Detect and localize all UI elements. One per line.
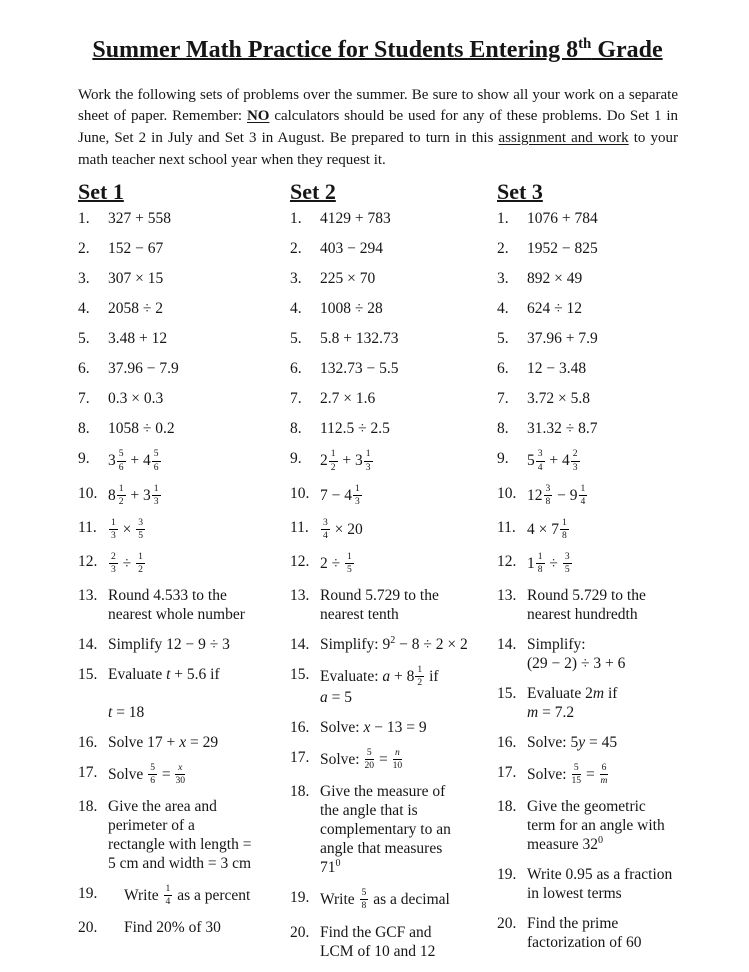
set-column-1 bbox=[78, 179, 290, 971]
problem-text: Solve: x − 13 = 9 bbox=[320, 719, 427, 737]
fraction: $\frac{1}{3}$ bbox=[355, 482, 360, 507]
problem-number: 20. bbox=[78, 919, 98, 937]
problem-item bbox=[290, 484, 491, 507]
problem-item bbox=[497, 763, 715, 786]
problem-item bbox=[497, 684, 715, 722]
fraction: $\frac{2}{3}$ bbox=[572, 448, 578, 473]
fraction: $\frac{1}{8}$ bbox=[562, 516, 567, 541]
problem-number: 2. bbox=[78, 240, 90, 258]
problem-number: 10. bbox=[78, 484, 98, 502]
problem-text: Simplify: (29 − 2) ÷ 3 + 6 bbox=[527, 636, 626, 673]
problem-item bbox=[290, 269, 491, 288]
problem-number: 16. bbox=[290, 719, 310, 737]
problem-text: 225 × 70 bbox=[320, 270, 376, 288]
problem-text: 307 × 15 bbox=[108, 270, 164, 288]
problem-text: 1058 ÷ 0.2 bbox=[108, 420, 175, 438]
problem-text: 4129 + 783 bbox=[320, 210, 391, 228]
problem-number: 15. bbox=[290, 666, 310, 684]
problem-text: 31.32 ÷ 8.7 bbox=[527, 420, 598, 438]
problem-text: Write $\frac{1}{4}$ as a percent bbox=[124, 883, 251, 908]
problem-item bbox=[497, 914, 715, 952]
problem-text: 0.3 × 0.3 bbox=[108, 390, 164, 408]
problem-text: 12 $\frac{3}{8}$ − 9 $\frac{1}{4}$ bbox=[527, 484, 715, 507]
problem-text: Evaluate 2m if m = 7.2 bbox=[527, 685, 618, 722]
problem-number: 12. bbox=[497, 552, 517, 570]
problem-item bbox=[290, 209, 491, 228]
problem-number: 18. bbox=[497, 798, 517, 816]
problem-item bbox=[78, 299, 284, 318]
problem-text: Give the area and perimeter of a rectangle with length = 5 cm and width = 3 cm bbox=[108, 798, 252, 873]
problem-text: Solve: $\frac{5}{15}$ = $\frac{6}{m}$ bbox=[527, 762, 608, 787]
problem-item bbox=[497, 586, 715, 624]
fraction: $\frac{n}{10}$ bbox=[392, 747, 403, 772]
problem-item bbox=[78, 665, 284, 722]
fraction: $\frac{1}{5}$ bbox=[347, 550, 352, 576]
problem-number: 2. bbox=[497, 240, 509, 258]
problem-number: 9. bbox=[78, 450, 90, 468]
problem-number: 15. bbox=[78, 666, 98, 684]
problem-text: 403 − 294 bbox=[320, 240, 383, 258]
fraction: $\frac{1}{4}$ bbox=[580, 482, 586, 507]
problem-text: 4 × 7 $\frac{1}{8}$ bbox=[527, 518, 715, 541]
problem-text: Give the measure of the angle that is complementary to an angle that measures $71^0$ bbox=[320, 783, 451, 877]
problem-item bbox=[497, 552, 715, 575]
problem-item bbox=[497, 484, 715, 507]
problem-number: 4. bbox=[497, 300, 509, 318]
problem-number: 8. bbox=[78, 420, 90, 438]
problem-number: 14. bbox=[78, 636, 98, 654]
problem-item bbox=[78, 763, 284, 786]
problem-text: 2058 ÷ 2 bbox=[108, 300, 164, 318]
problem-number: 4. bbox=[290, 300, 302, 318]
problem-item bbox=[78, 918, 284, 937]
problem-number: 1. bbox=[497, 210, 509, 228]
problem-text: $\frac{1}{3}$ × $\frac{3}{5}$ bbox=[108, 518, 284, 541]
problem-text: Simplify: $9^2 - 8 \div 2 \times 2$ bbox=[320, 634, 468, 654]
fraction: $\frac{5}{6}$ bbox=[150, 762, 155, 787]
problem-number: 20. bbox=[290, 923, 310, 941]
fraction: $\frac{5}{20}$ bbox=[364, 747, 375, 772]
fraction: $\frac{3}{4}$ bbox=[323, 516, 328, 541]
problem-item bbox=[78, 389, 284, 408]
problem-item bbox=[497, 797, 715, 854]
problem-item bbox=[497, 359, 715, 378]
problem-text: Round 5.729 to the nearest hundredth bbox=[527, 587, 646, 624]
fraction: $\frac{1}{2}$ bbox=[118, 482, 124, 507]
problem-text: Evaluate t + 5.6 if t = 18 bbox=[108, 666, 220, 722]
problem-text: Round 4.533 to the nearest whole number bbox=[108, 587, 245, 624]
problem-number: 17. bbox=[78, 764, 98, 782]
problem-number: 10. bbox=[290, 484, 310, 502]
problem-text: 152 − 67 bbox=[108, 240, 164, 258]
problem-item bbox=[290, 329, 491, 348]
problem-text: 1952 − 825 bbox=[527, 240, 598, 258]
problem-number: 10. bbox=[497, 484, 517, 502]
problem-item bbox=[497, 269, 715, 288]
problem-number: 19. bbox=[497, 866, 517, 884]
problem-number: 5. bbox=[78, 330, 90, 348]
problem-number: 12. bbox=[290, 552, 310, 570]
problem-text: 624 ÷ 12 bbox=[527, 300, 583, 318]
page-title bbox=[54, 36, 701, 65]
problem-text: 5.8 + 132.73 bbox=[320, 330, 399, 348]
problem-item bbox=[78, 329, 284, 348]
problem-item bbox=[497, 209, 715, 228]
problem-item bbox=[78, 552, 284, 575]
fraction: $\frac{1}{8}$ bbox=[537, 550, 543, 576]
problem-text: 7 − 4 $\frac{1}{3}$ bbox=[320, 484, 491, 507]
problem-number: 6. bbox=[290, 360, 302, 378]
problem-text: Solve: $\frac{5}{20}$ = $\frac{n}{10}$ bbox=[320, 747, 403, 772]
problem-item bbox=[290, 586, 491, 624]
problem-item bbox=[497, 239, 715, 258]
problem-number: 3. bbox=[497, 270, 509, 288]
problem-text: Evaluate: a + 8 $\frac{1}{2}$ if a = 5 bbox=[320, 664, 439, 707]
problem-item bbox=[290, 419, 491, 438]
problem-text: 37.96 − 7.9 bbox=[108, 360, 179, 378]
fraction: $\frac{1}{2}$ bbox=[138, 550, 143, 576]
problem-item bbox=[497, 419, 715, 438]
fraction: $\frac{2}{3}$ bbox=[111, 550, 116, 576]
problem-number: 13. bbox=[290, 587, 310, 605]
problem-text: 892 × 49 bbox=[527, 270, 583, 288]
problem-item bbox=[290, 888, 491, 911]
problem-item bbox=[78, 269, 284, 288]
problem-number: 5. bbox=[290, 330, 302, 348]
problem-item bbox=[497, 865, 715, 903]
problem-item bbox=[290, 518, 491, 541]
problem-number: 5. bbox=[497, 330, 509, 348]
problem-number: 4. bbox=[78, 300, 90, 318]
problem-item bbox=[497, 635, 715, 673]
problem-item bbox=[78, 239, 284, 258]
problem-item bbox=[78, 419, 284, 438]
problem-item bbox=[497, 449, 715, 472]
intro-paragraph: Work the following sets of problems over the summer. Be sure to show all your work on a separate sheet of paper. Remember: NO calculators should be used for any of these problems. Do Set 1 in June, Set 2 in July and Set 3 in August. Be prepared to turn in this assignment and work to your math teacher next school year when they request it. bbox=[78, 86, 678, 168]
problem-text: 112.5 ÷ 2.5 bbox=[320, 420, 390, 438]
problem-text: Find the GCF and LCM of 10 and 12 bbox=[320, 923, 436, 960]
problem-item bbox=[290, 923, 491, 961]
set-heading: Set 3 bbox=[497, 179, 543, 205]
fraction: $\frac{5}{6}$ bbox=[153, 448, 159, 473]
fraction: $\frac{3}{4}$ bbox=[537, 448, 543, 473]
problem-number: 3. bbox=[290, 270, 302, 288]
problem-number: 2. bbox=[290, 240, 302, 258]
problem-item bbox=[497, 299, 715, 318]
problem-text: Write 0.95 as a fraction in lowest terms bbox=[527, 866, 673, 903]
problem-item bbox=[78, 884, 284, 907]
problem-item bbox=[290, 665, 491, 707]
problem-number: 13. bbox=[497, 587, 517, 605]
problem-number: 18. bbox=[78, 798, 98, 816]
problem-number: 18. bbox=[290, 783, 310, 801]
problem-text: Solve $\frac{5}{6}$ = $\frac{x}{30}$ bbox=[108, 762, 186, 787]
problem-number: 12. bbox=[78, 552, 98, 570]
problem-item bbox=[497, 329, 715, 348]
problem-text: $\frac{3}{4}$ × 20 bbox=[320, 518, 491, 541]
problem-text: 8 $\frac{1}{2}$ + 3 $\frac{1}{3}$ bbox=[108, 484, 284, 507]
problem-item bbox=[78, 449, 284, 472]
problem-number: 8. bbox=[497, 420, 509, 438]
problem-item bbox=[290, 299, 491, 318]
problem-number: 15. bbox=[497, 685, 517, 703]
set-column-3 bbox=[497, 179, 721, 971]
problem-item bbox=[290, 782, 491, 877]
problem-number: 9. bbox=[290, 450, 302, 468]
problem-number: 14. bbox=[497, 636, 517, 654]
fraction: $\frac{1}{3}$ bbox=[365, 448, 371, 473]
problem-text: 3 $\frac{5}{6}$ + 4 $\frac{5}{6}$ bbox=[108, 449, 284, 472]
fraction: $\frac{1}{3}$ bbox=[111, 516, 116, 541]
problem-text: Find the prime factorization of 60 bbox=[527, 915, 642, 952]
problem-item bbox=[290, 239, 491, 258]
fraction: $\frac{1}{2}$ bbox=[417, 664, 423, 689]
set-heading: Set 1 bbox=[78, 179, 124, 205]
problem-item bbox=[78, 635, 284, 654]
fraction: $\frac{3}{5}$ bbox=[138, 516, 144, 541]
fraction: $\frac{1}{2}$ bbox=[330, 448, 336, 473]
problem-number: 19. bbox=[290, 889, 310, 907]
problem-item bbox=[497, 518, 715, 541]
problem-number: 9. bbox=[497, 450, 509, 468]
fraction: $\frac{5}{8}$ bbox=[361, 887, 367, 912]
problem-text: Find 20% of 30 bbox=[124, 919, 221, 937]
fraction: $\frac{6}{m}$ bbox=[600, 762, 608, 787]
fraction: $\frac{1}{3}$ bbox=[153, 482, 159, 507]
problem-text: $\frac{2}{3}$ ÷ $\frac{1}{2}$ bbox=[108, 552, 284, 575]
fraction: $\frac{1}{4}$ bbox=[165, 883, 171, 908]
problem-number: 11. bbox=[497, 518, 516, 536]
set-column-2 bbox=[290, 179, 497, 971]
problem-number: 17. bbox=[497, 764, 517, 782]
problem-item bbox=[290, 718, 491, 737]
problem-text: 132.73 − 5.5 bbox=[320, 360, 399, 378]
problem-number: 3. bbox=[78, 270, 90, 288]
problem-item bbox=[290, 359, 491, 378]
problem-number: 11. bbox=[78, 518, 97, 536]
problem-item bbox=[290, 635, 491, 654]
problem-number: 16. bbox=[78, 734, 98, 752]
problem-number: 16. bbox=[497, 734, 517, 752]
problem-number: 1. bbox=[78, 210, 90, 228]
problem-number: 19. bbox=[78, 885, 98, 903]
problem-text: Solve: 5y = 45 bbox=[527, 734, 618, 752]
problem-number: 17. bbox=[290, 749, 310, 767]
problem-number: 20. bbox=[497, 915, 517, 933]
problem-item bbox=[78, 797, 284, 873]
problem-text: 2.7 × 1.6 bbox=[320, 390, 376, 408]
problem-item bbox=[78, 518, 284, 541]
problem-item bbox=[290, 389, 491, 408]
fraction: $\frac{5}{15}$ bbox=[571, 762, 582, 787]
problem-number: 11. bbox=[290, 518, 309, 536]
problem-text: 2 ÷ $\frac{1}{5}$ bbox=[320, 552, 491, 575]
problem-number: 7. bbox=[497, 390, 509, 408]
problem-number: 13. bbox=[78, 587, 98, 605]
fraction: $\frac{3}{5}$ bbox=[564, 550, 570, 576]
problem-text: 1 $\frac{1}{8}$ ÷ $\frac{3}{5}$ bbox=[527, 552, 715, 575]
problem-text: Solve 17 + x = 29 bbox=[108, 734, 219, 752]
sets-row bbox=[78, 179, 711, 971]
fraction: $\frac{x}{30}$ bbox=[175, 762, 186, 787]
problem-item bbox=[290, 748, 491, 771]
problem-text: 37.96 + 7.9 bbox=[527, 330, 598, 348]
problem-number: 6. bbox=[497, 360, 509, 378]
problem-text: 3.48 + 12 bbox=[108, 330, 168, 348]
problem-text: 3.72 × 5.8 bbox=[527, 390, 590, 408]
problem-text: 1076 + 784 bbox=[527, 210, 598, 228]
problem-item bbox=[497, 389, 715, 408]
page-title-text: Summer Math Practice for Students Entering 8th Grade bbox=[92, 36, 663, 63]
problem-item bbox=[78, 733, 284, 752]
problem-text: 2 $\frac{1}{2}$ + 3 $\frac{1}{3}$ bbox=[320, 449, 491, 472]
problem-item bbox=[290, 552, 491, 575]
problem-item bbox=[78, 586, 284, 624]
problem-number: 6. bbox=[78, 360, 90, 378]
set-heading: Set 2 bbox=[290, 179, 336, 205]
problem-text: Give the geometric term for an angle with measure $32^0$ bbox=[527, 798, 665, 854]
problem-text: 5 $\frac{3}{4}$ + 4 $\frac{2}{3}$ bbox=[527, 449, 715, 472]
problem-number: 14. bbox=[290, 636, 310, 654]
fraction: $\frac{5}{6}$ bbox=[118, 448, 124, 473]
problem-item bbox=[290, 449, 491, 472]
problem-text: Write $\frac{5}{8}$ as a decimal bbox=[320, 887, 450, 912]
problem-text: 327 + 558 bbox=[108, 210, 171, 228]
problem-number: 7. bbox=[290, 390, 302, 408]
problem-number: 8. bbox=[290, 420, 302, 438]
fraction: $\frac{3}{8}$ bbox=[545, 482, 551, 507]
problem-text: Round 5.729 to the nearest tenth bbox=[320, 587, 439, 624]
problem-text: 12 − 3.48 bbox=[527, 360, 587, 378]
problem-item bbox=[78, 484, 284, 507]
problem-item bbox=[78, 359, 284, 378]
problem-text: 1008 ÷ 28 bbox=[320, 300, 383, 318]
problem-text: Simplify 12 − 9 ÷ 3 bbox=[108, 636, 230, 654]
problem-item bbox=[497, 733, 715, 752]
problem-number: 1. bbox=[290, 210, 302, 228]
problem-number: 7. bbox=[78, 390, 90, 408]
problem-item bbox=[78, 209, 284, 228]
